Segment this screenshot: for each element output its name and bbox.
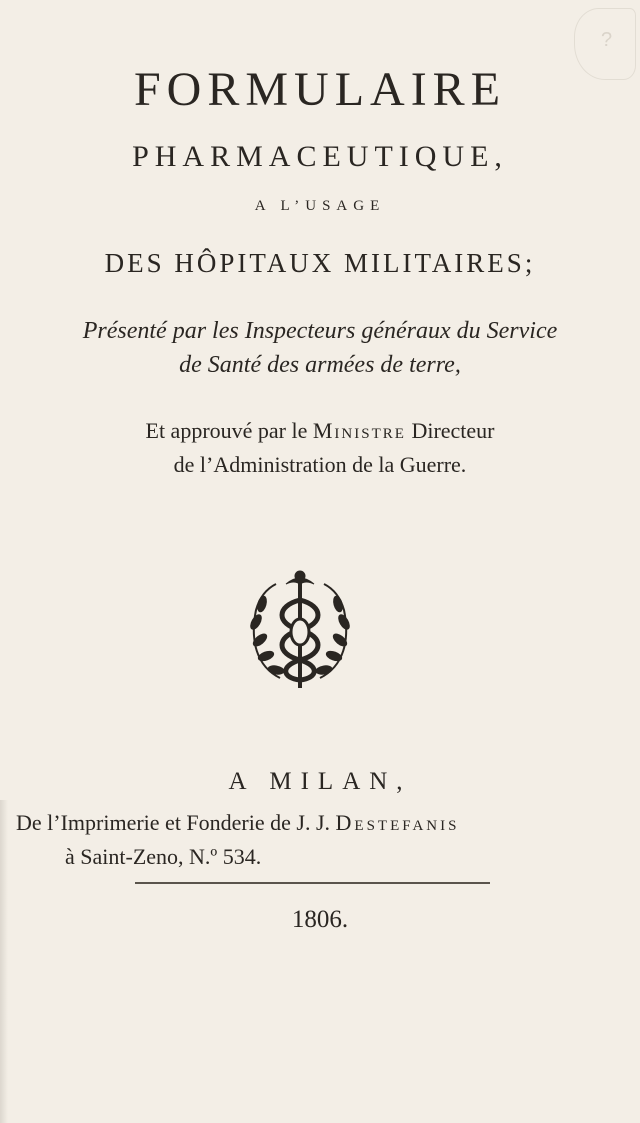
printer-name: Destefanis — [335, 810, 460, 835]
subtitle: PHARMACEUTIQUE, — [132, 140, 508, 173]
printer-prefix: De l’Imprimerie et Fonderie de J. J. — [16, 810, 336, 835]
imprint-city: A MILAN, — [228, 768, 412, 795]
ministre-word: Ministre — [312, 418, 406, 443]
imprint-address: à Saint-Zeno, N.º 534. — [65, 844, 262, 869]
approved-by-line-1 — [0, 418, 640, 444]
library-stamp-icon: ? — [574, 8, 636, 80]
usage-line: A L’USAGE — [254, 198, 386, 214]
divider-rule — [135, 882, 490, 884]
main-title: FORMULAIRE — [133, 63, 507, 116]
publication-year: 1806. — [291, 906, 349, 933]
page-edge-shadow — [0, 800, 8, 1123]
presented-by-line-1: Présenté par les Inspecteurs généraux du Service — [82, 318, 558, 344]
hospitals-line: DES HÔPITAUX MILITAIRES; — [104, 248, 536, 278]
caduceus-laurel-emblem-icon — [246, 570, 354, 690]
presented-by-line-2: de Santé des armées de terre, — [179, 352, 461, 378]
imprint-printer-line — [16, 810, 636, 836]
approved-prefix: Et approuvé par le — [145, 418, 313, 443]
approved-by-line-2: de l’Administration de la Guerre. — [173, 452, 467, 477]
approved-suffix: Directeur — [405, 418, 495, 443]
